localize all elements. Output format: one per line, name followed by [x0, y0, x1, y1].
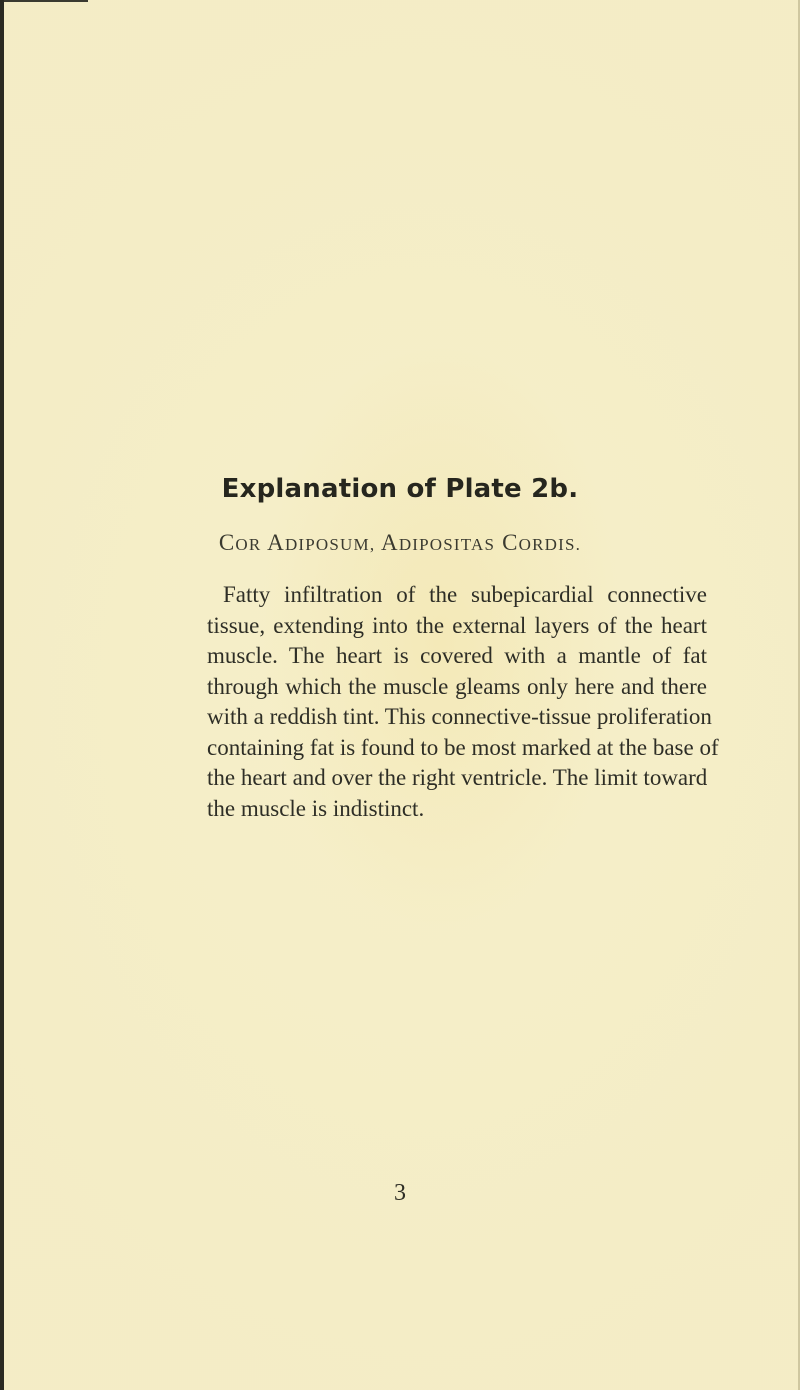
paragraph-line: the heart and over the right ventricle. The limit toward	[207, 765, 708, 790]
paragraph-line: containing fat is found to be most marked at the base of	[207, 734, 719, 760]
paragraph-line: muscle. The heart is covered with a mantle of fat	[207, 643, 707, 668]
plate-explanation-heading: Explanation of Plate 2b.	[221, 474, 579, 504]
paragraph-line: with a reddish tint. This connective-tissue proliferation	[207, 704, 712, 729]
subtitle-word: CORDIS.	[502, 530, 582, 555]
subtitle-word: ADIPOSUM,	[267, 530, 376, 555]
paragraph-line: through which the muscle gleams only here and there	[207, 673, 707, 699]
page-number: 3	[394, 1180, 406, 1206]
paragraph-line: tissue, extending into the external layers of the heart	[207, 612, 707, 638]
explanation-paragraph	[207, 580, 719, 824]
paragraph-line: Fatty infiltration of the subepicardial connective	[223, 582, 707, 607]
plate-subtitle	[0, 530, 800, 556]
top-edge-rule	[0, 0, 88, 2]
subtitle-word: COR	[218, 530, 262, 555]
paragraph-line: the muscle is indistinct.	[207, 795, 425, 821]
subtitle-word: ADIPOSITAS	[381, 530, 496, 555]
